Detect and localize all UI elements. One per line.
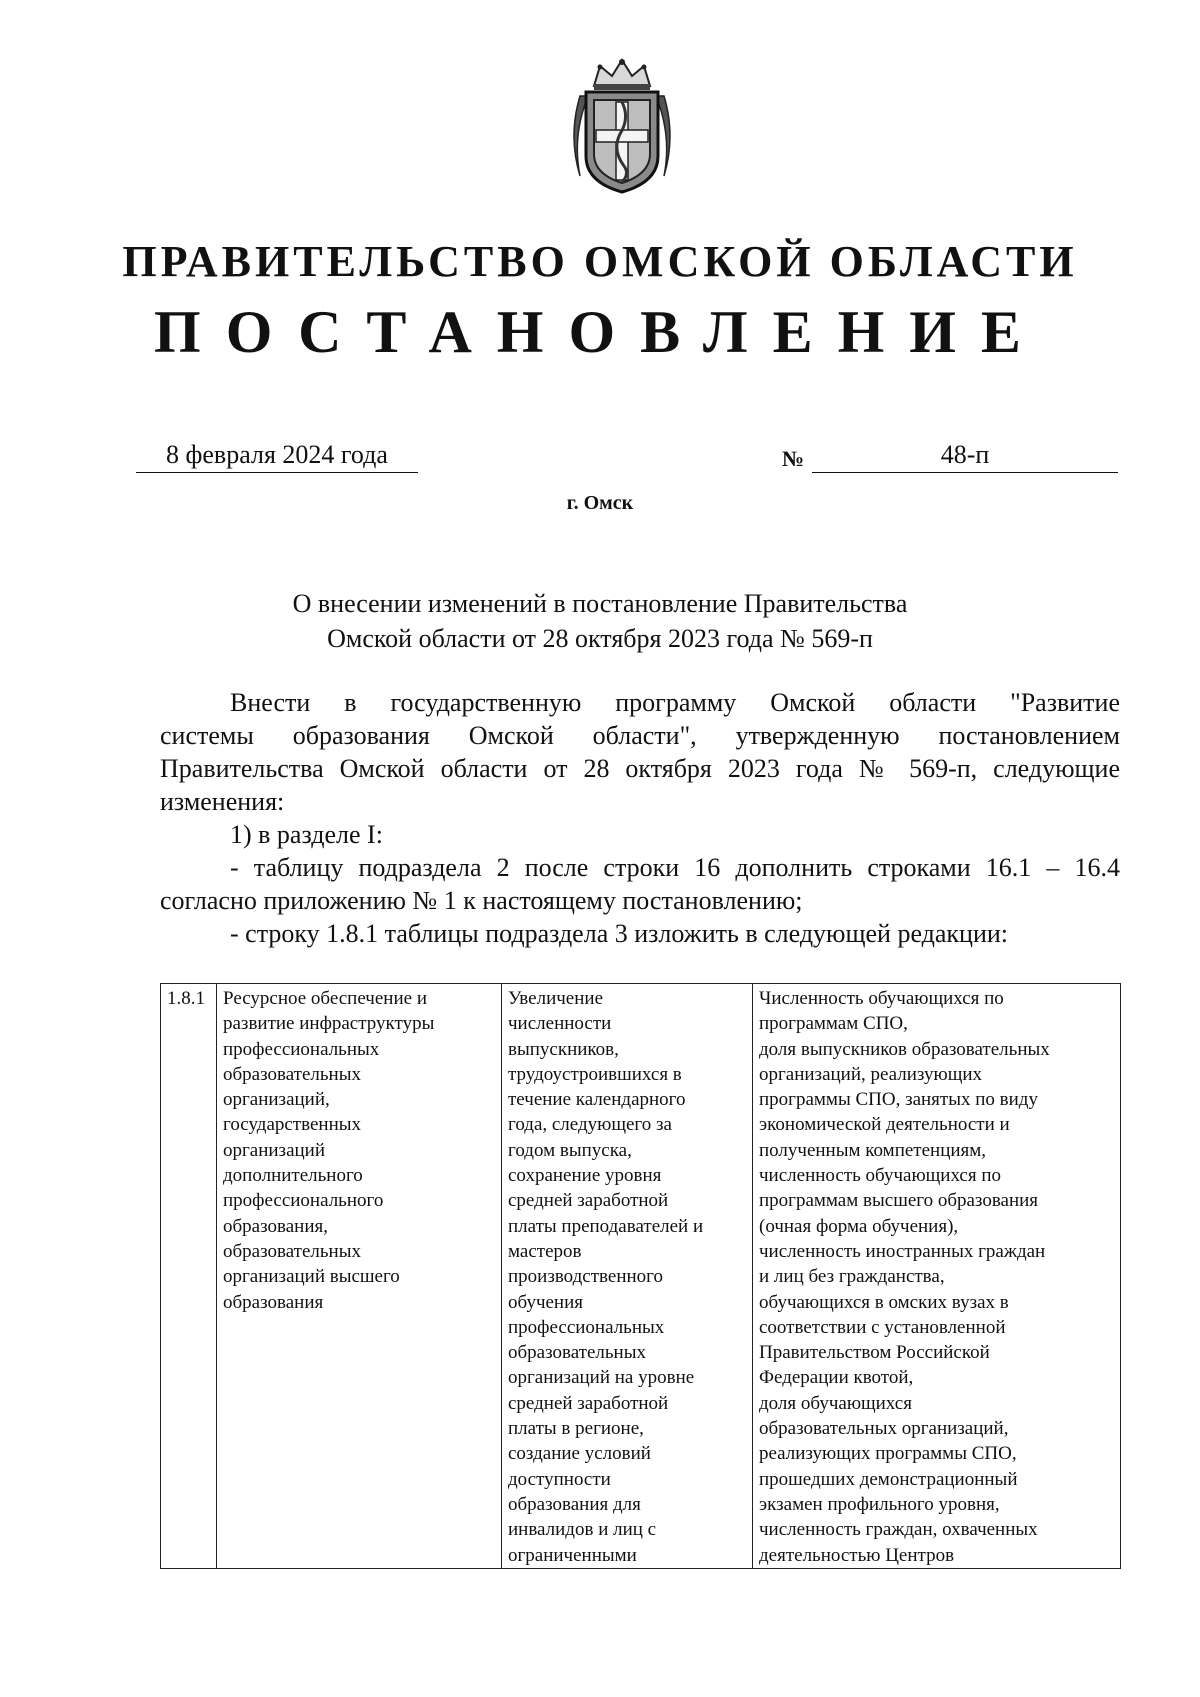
cell-text-line: средней заработной bbox=[508, 1190, 669, 1212]
cell-text-line: организаций bbox=[223, 1139, 326, 1161]
cell-text-line: программам СПО, bbox=[759, 1013, 908, 1035]
indicator-cell bbox=[753, 984, 1121, 1569]
document-body bbox=[160, 686, 1120, 950]
cell-text-line: доля обучающихся bbox=[759, 1392, 912, 1414]
cell-text-line: образовательных bbox=[223, 1063, 361, 1085]
decree-date: 8 февраля 2024 года bbox=[136, 440, 418, 473]
cell-text-line: обучения bbox=[508, 1291, 584, 1313]
cell-text-line: доля выпускников образовательных bbox=[759, 1038, 1050, 1060]
cell-text-line: образования bbox=[223, 1291, 324, 1313]
cell-text-line: Численность обучающихся по bbox=[759, 988, 1004, 1009]
table-row bbox=[161, 984, 1121, 1569]
cell-text-line: создание условий bbox=[508, 1443, 651, 1465]
cell-text-line: организаций на уровне bbox=[508, 1367, 695, 1389]
body-line: Правительства Омской области от 28 октября 2023 года № 569-п, следующие bbox=[160, 754, 1120, 783]
body-line: - строку 1.8.1 таблицы подраздела 3 изложить в следующей редакции: bbox=[230, 919, 1009, 948]
cell-text-line: организаций высшего bbox=[223, 1266, 400, 1288]
cell-text-line: мастеров bbox=[508, 1240, 582, 1262]
cell-text-line: профессионального bbox=[223, 1190, 384, 1212]
cell-text-line: численности bbox=[508, 1013, 612, 1035]
cell-text-line: и лиц без гражданства, bbox=[759, 1266, 945, 1288]
cell-text-line: образования, bbox=[223, 1215, 328, 1237]
cell-text-line: соответствии с установленной bbox=[759, 1316, 1006, 1338]
cell-text-line: средней заработной bbox=[508, 1392, 669, 1414]
cell-text-line: годом выпуска, bbox=[508, 1139, 632, 1161]
cell-text-line: развитие инфраструктуры bbox=[223, 1013, 435, 1035]
cell-text-line: деятельностью Центров bbox=[759, 1544, 955, 1566]
body-line: 1) в разделе I: bbox=[230, 820, 383, 849]
amendment-table bbox=[160, 983, 1121, 1569]
cell-text-line: численность граждан, охваченных bbox=[759, 1519, 1038, 1541]
body-line: согласно приложению № 1 к настоящему постановлению; bbox=[160, 886, 803, 915]
cell-text-line: государственных bbox=[223, 1114, 362, 1136]
number-sign: № bbox=[782, 446, 805, 471]
cell-text-line: доступности bbox=[508, 1468, 611, 1490]
cell-text-line: сохранение уровня bbox=[508, 1165, 662, 1187]
cell-text-line: экзамен профильного уровня, bbox=[759, 1493, 1000, 1515]
document-subject bbox=[160, 586, 1040, 656]
cell-text-line: трудоустроившихся в bbox=[508, 1063, 682, 1085]
cell-text-line: обучающихся в омских вузах в bbox=[759, 1291, 1009, 1313]
result-cell bbox=[502, 984, 753, 1569]
cell-text-line: Увеличение bbox=[508, 988, 604, 1009]
cell-text-line: программам высшего образования bbox=[759, 1190, 1039, 1212]
cell-text-line: Федерации квотой, bbox=[759, 1367, 914, 1389]
cell-text-line: ограниченными bbox=[508, 1544, 637, 1566]
cell-text-line: организаций, bbox=[223, 1089, 330, 1111]
cell-text-line: Ресурсное обеспечение и bbox=[223, 988, 427, 1009]
cell-text-line: профессиональных bbox=[508, 1316, 665, 1338]
cell-text-line: прошедших демонстрационный bbox=[759, 1468, 1018, 1490]
body-line: - таблицу подраздела 2 после строки 16 дополнить строками 16.1 – 16.4 bbox=[230, 853, 1120, 882]
cell-text-line: дополнительного bbox=[223, 1165, 363, 1187]
body-line: системы образования Омской области", утвержденную постановлением bbox=[160, 721, 1120, 750]
body-line: изменения: bbox=[160, 787, 285, 816]
cell-text-line: численность обучающихся по bbox=[759, 1165, 1001, 1187]
cell-text-line: образовательных bbox=[223, 1240, 361, 1262]
government-title: ПРАВИТЕЛЬСТВО ОМСКОЙ ОБЛАСТИ bbox=[122, 237, 1078, 286]
cell-text-line: образования для bbox=[508, 1493, 641, 1515]
cell-text-line: Правительством Российской bbox=[759, 1342, 990, 1364]
document-type-title: ПОСТАНОВЛЕНИЕ bbox=[154, 299, 1046, 365]
activity-cell bbox=[217, 984, 502, 1569]
cell-text-line: полученным компетенциям, bbox=[759, 1139, 987, 1161]
omsk-coat-of-arms-icon bbox=[560, 56, 684, 196]
cell-text-line: инвалидов и лиц с bbox=[508, 1519, 657, 1541]
cell-text-line: реализующих программы СПО, bbox=[759, 1443, 1017, 1465]
cell-text-line: образовательных bbox=[508, 1342, 646, 1364]
cell-text-line: программы СПО, занятых по виду bbox=[759, 1089, 1038, 1111]
row-number: 1.8.1 bbox=[167, 988, 205, 1009]
cell-text-line: платы преподавателей и bbox=[508, 1215, 704, 1237]
body-line: Внести в государственную программу Омской области "Развитие bbox=[230, 688, 1120, 717]
cell-text-line: течение календарного bbox=[508, 1089, 686, 1111]
cell-text-line: численность иностранных граждан bbox=[759, 1240, 1046, 1262]
cell-text-line: организаций, реализующих bbox=[759, 1063, 983, 1085]
cell-text-line: экономической деятельности и bbox=[759, 1114, 1010, 1136]
subject-line: Омской области от 28 октября 2023 года № 569-п bbox=[327, 624, 873, 653]
cell-text-line: (очная форма обучения), bbox=[759, 1215, 959, 1237]
cell-text-line: года, следующего за bbox=[508, 1114, 672, 1136]
cell-text-line: выпускников, bbox=[508, 1038, 619, 1060]
subject-line: О внесении изменений в постановление Правительства bbox=[292, 589, 908, 618]
cell-text-line: образовательных организаций, bbox=[759, 1418, 1009, 1440]
cell-text-line: производственного bbox=[508, 1266, 663, 1288]
city-label: г. Омск bbox=[566, 492, 634, 514]
row-number-cell bbox=[161, 984, 217, 1569]
cell-text-line: платы в регионе, bbox=[508, 1418, 644, 1440]
decree-number: 48-п bbox=[812, 440, 1118, 473]
cell-text-line: профессиональных bbox=[223, 1038, 380, 1060]
